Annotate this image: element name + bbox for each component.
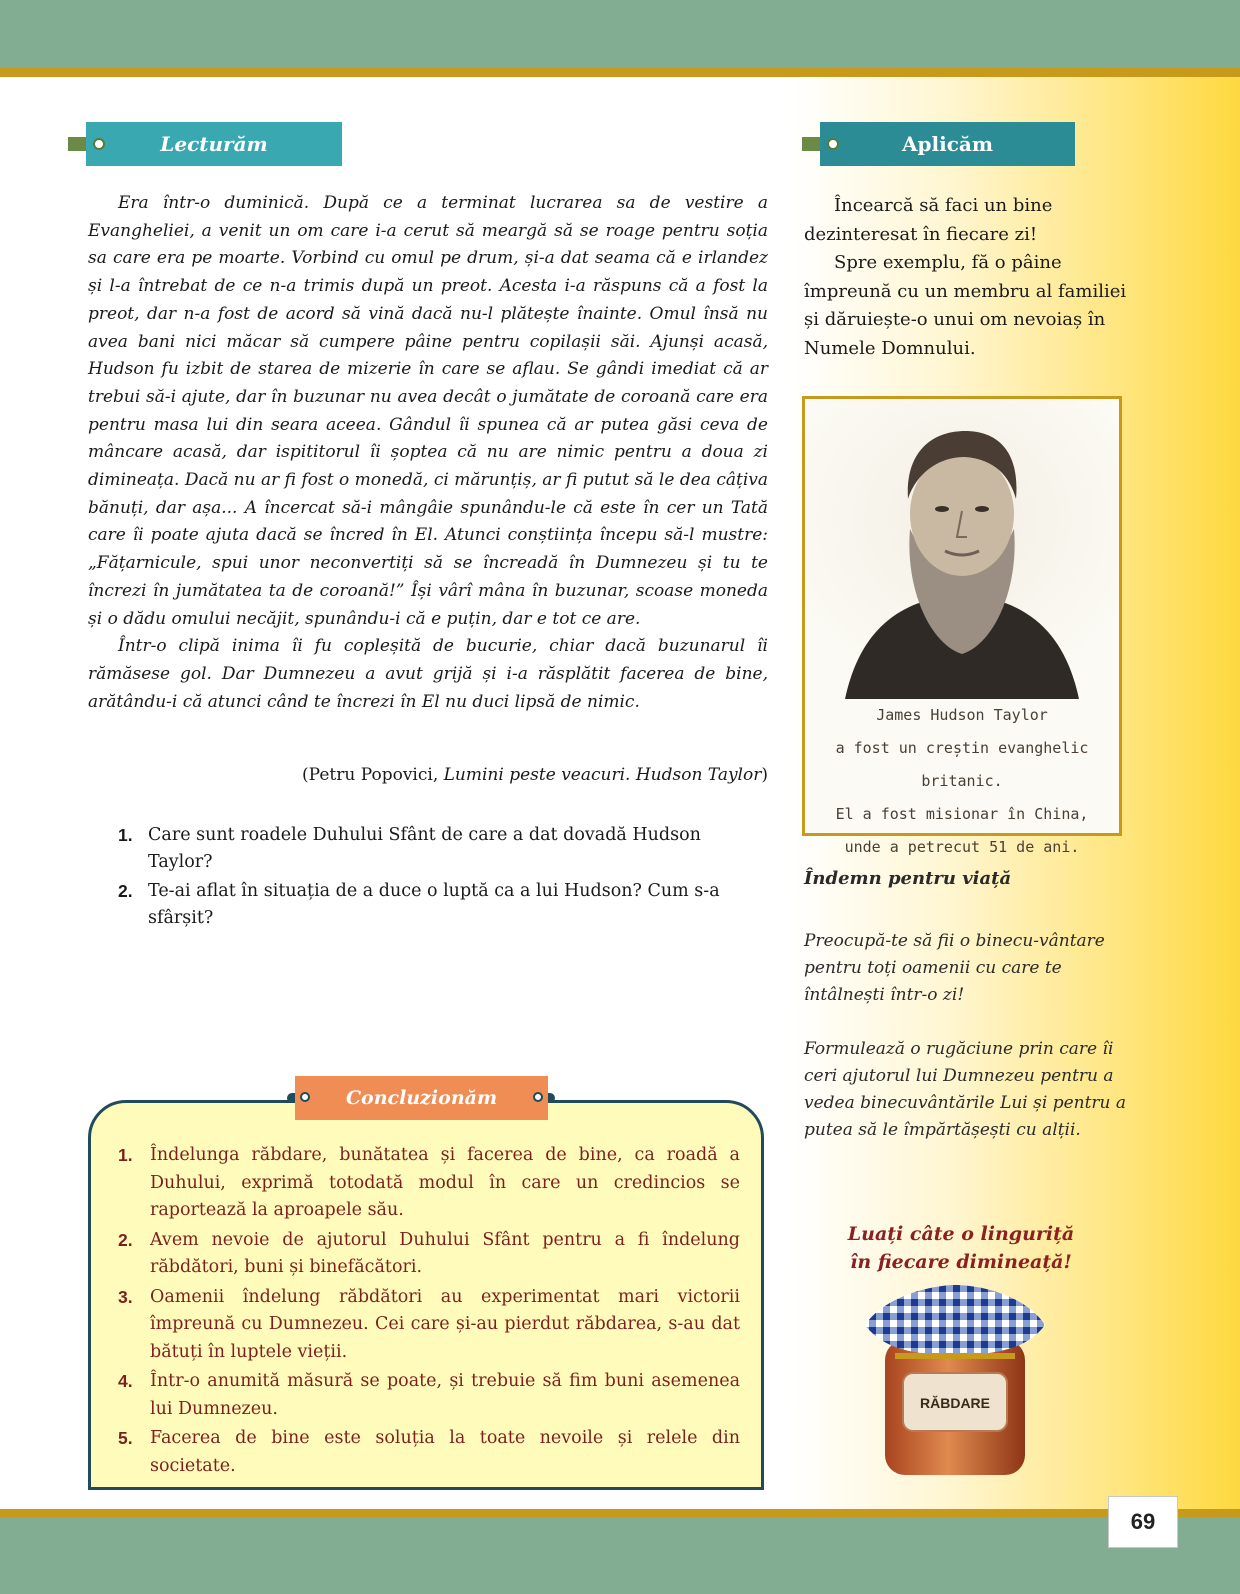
hudson-taylor-portrait	[802, 396, 1122, 856]
concluzionam-number: 1.	[118, 1145, 133, 1165]
questions-list	[118, 822, 768, 934]
concluzionam-item	[118, 1227, 740, 1282]
concluzionam-text: Avem nevoie de ajutorul Duhului Sfânt pentru a fi îndelung răbdători, buni și binefăcători.	[150, 1229, 740, 1277]
concluzionam-list	[118, 1142, 740, 1482]
aplicam-paragraph-2: Spre exemplu, fă o pâine împreună cu un membru al familiei și dăruiește-o unui om nevoiaș în Numele Domnului.	[804, 252, 1127, 359]
aplicam-heading: Aplicăm	[820, 122, 1075, 166]
concluzionam-dot-left-icon	[300, 1092, 310, 1102]
question-number: 1.	[118, 825, 133, 845]
concluzionam-text: Oamenii îndelung răbdători au experimentat mari victorii împreună cu Dumnezeu. Cei care și-au pierdut răbdarea, s-au dat bătuți în luptele vieții.	[150, 1286, 740, 1362]
aplicam-text	[804, 192, 1134, 363]
aplicam-paragraph-1: Încearcă să faci un bine dezinteresat în fiecare zi!	[804, 195, 1053, 245]
source-end: )	[761, 765, 768, 785]
aplicam-dot-icon	[827, 138, 839, 150]
concluzionam-item	[118, 1284, 740, 1367]
lecturam-paragraph-1: Era într-o duminică. După ce a terminat lucrarea sa de vestire a Evangheliei, a venit un om care i-a cerut să meargă să se roage pentru soția sa care era pe moarte. Vorbind cu omul pe drum, și-a dat seama că e irlandez și l-a întrebat de ce n-a trimis după un preot. Acesta i-a răspuns că a fost la preot, dar n-a fost de acord să vină dacă nu-l plătește înainte. Omul însă nu avea bani nici măcar să cumpere pâine pentru copilașii săi. Ajunși acasă, Hudson fu izbit de starea de mizerie în care se aflau. Se gândi imediat că ar trebui să-i ajute, dar în buzunar nu avea decât o jumătate de coroană care era pentru masa lui din seara aceea. Gândul îi spunea că ar putea găsi ceva de mâncare acasă, dar ispititorul îi șoptea că nu are nimic pentru a doua zi dimineața. Dacă nu ar fi fost o monedă, ci mărunțiș, ar fi putut să le dea câțiva bănuți, dar așa... A încercat să-i mângâie spunându-le că este în cer un Tată care îi poate ajuta dacă se încred în El. Atunci conștiința începu să-l mustre: „Fățarnicule, spui unor neconvertiți să se încreadă în Dumnezeu și tu te încrezi în jumătatea ta de coroană!” Își vârî mâna în buzunar, scoase moneda și o dădu omului necăjit, spunându-i că e puțin, dar e tot ce are.	[88, 193, 768, 629]
lecturam-source	[88, 765, 768, 785]
concluzionam-text: Îndelunga răbdare, bunătatea și facerea de bine, ca roadă a Duhului, exprimă totodată modul în care un credincios se raportează la aproapele său.	[150, 1145, 740, 1220]
top-gold-line	[0, 68, 1240, 77]
concluzionam-item	[118, 1142, 740, 1225]
concluzionam-text: Facerea de bine este soluția la toate nevoile și relele din societate.	[150, 1428, 740, 1476]
spoon-line-2: în fiecare dimineață!	[850, 1251, 1072, 1273]
caption-line-1: James Hudson Taylor	[876, 706, 1048, 724]
concluzionam-item	[118, 1425, 740, 1480]
spoon-line-1: Luați câte o linguriță	[847, 1223, 1075, 1245]
concluzionam-number: 4.	[118, 1371, 133, 1391]
lecturam-heading: Lecturăm	[86, 122, 342, 166]
question-item	[118, 822, 768, 876]
source-title: Lumini peste veacuri. Hudson Taylor	[443, 765, 762, 785]
concluzionam-dot-right-icon	[533, 1092, 543, 1102]
concluzionam-number: 3.	[118, 1286, 133, 1307]
concluzionam-number: 5.	[118, 1428, 133, 1448]
indemn-title: Îndemn pentru viață	[804, 868, 1012, 889]
lecturam-dot-icon	[93, 138, 105, 150]
question-item	[118, 878, 768, 932]
top-band	[0, 0, 1240, 70]
caption-line-4: unde a petrecut 51 de ani.	[844, 838, 1080, 856]
question-number: 2.	[118, 881, 133, 901]
bottom-gold-line	[0, 1509, 1240, 1517]
lecturam-text	[88, 190, 768, 716]
concluzionam-number: 2.	[118, 1229, 133, 1250]
question-text: Care sunt roadele Duhului Sfânt de care a dat dovadă Hudson Taylor?	[148, 825, 701, 872]
jar-label: RĂBDARE	[920, 1395, 990, 1411]
caption-line-2: a fost un creștin evanghelic britanic.	[835, 739, 1089, 790]
concluzionam-text: Într-o anumită măsură se poate, și trebuie să fim buni asemenea lui Dumnezeu.	[150, 1371, 740, 1419]
lecturam-paragraph-2: Într-o clipă inima îi fu copleșită de bucurie, chiar dacă buzunarul îi rămăsese gol. Dar Dumnezeu a avut grijă și i-a răsplătit facerea de bine, arătându-i că atunci când te încrezi în El nu duci lipsă de nimic.	[88, 636, 768, 712]
page-number: 69	[1108, 1496, 1178, 1548]
indemn-text	[804, 928, 1134, 1171]
indemn-paragraph-2: Formulează o rugăciune prin care îi ceri ajutorul lui Dumnezeu pentru a vedea binecuvântările Lui și pentru a putea să le împărtășești cu alții.	[804, 1039, 1127, 1140]
bottom-band	[0, 1517, 1240, 1594]
concluzionam-heading: Concluzionăm	[295, 1076, 548, 1120]
source-author: (Petru Popovici,	[302, 765, 444, 785]
portrait-figure-icon	[805, 399, 1119, 699]
indemn-paragraph-1: Preocupă-te să fii o binecu-vântare pentru toți oamenii cu care te întâlnești într-o zi!	[804, 931, 1105, 1005]
caption-line-3: El a fost misionar în China,	[835, 805, 1089, 823]
question-text: Te-ai aflat în situația de a duce o luptă ca a lui Hudson? Cum s-a sfârșit?	[148, 881, 720, 928]
spoon-slogan	[806, 1220, 1116, 1276]
jar-icon	[855, 1285, 1055, 1480]
concluzionam-item	[118, 1368, 740, 1423]
portrait-caption	[805, 699, 1119, 864]
